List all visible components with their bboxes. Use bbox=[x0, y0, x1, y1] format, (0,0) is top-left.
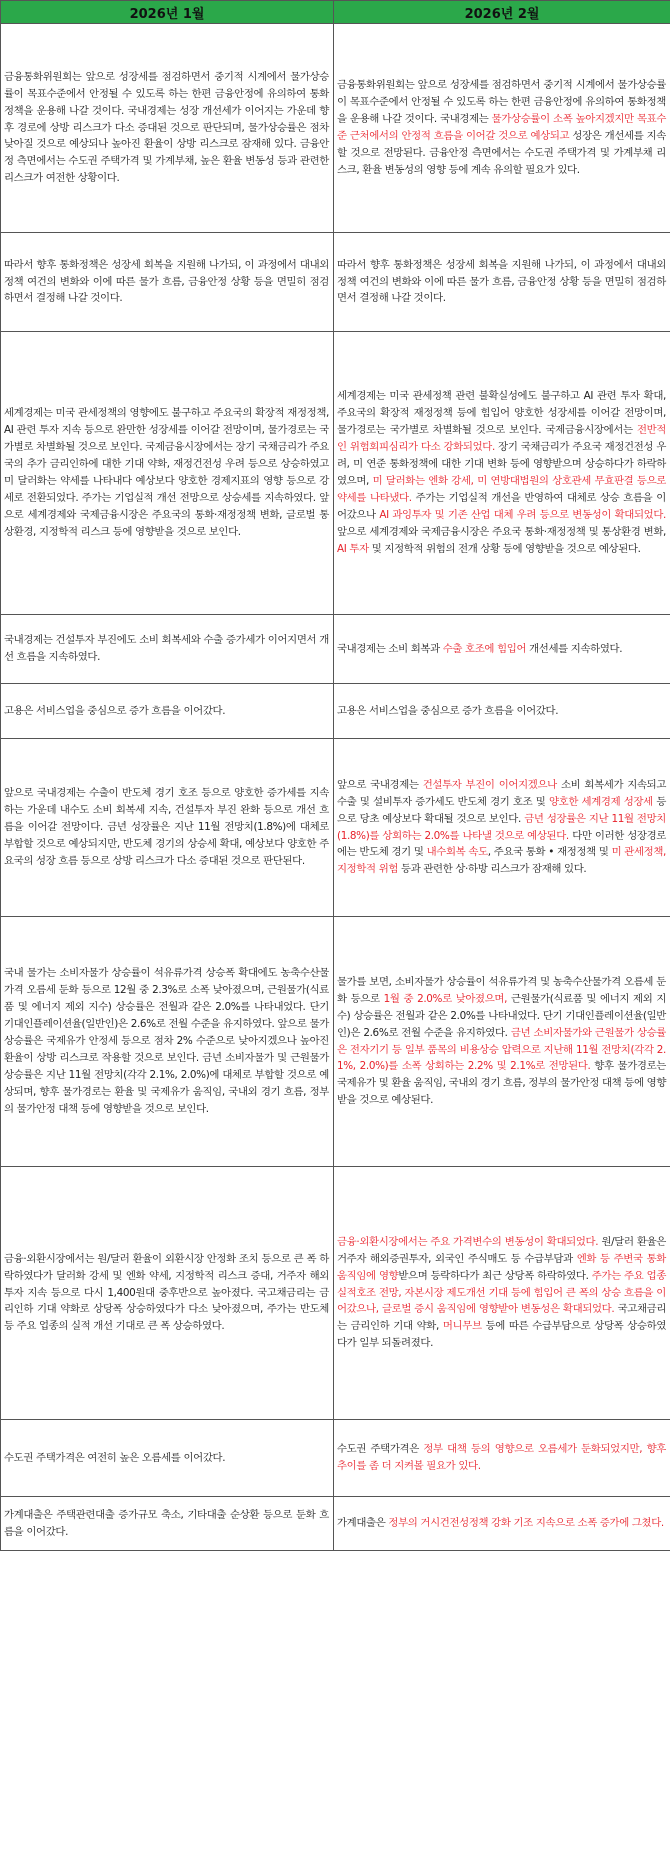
cell-february bbox=[334, 739, 670, 917]
cell-paragraph bbox=[4, 1450, 329, 1467]
table-row bbox=[1, 233, 670, 332]
text-segment: 앞으로 국내경제는 bbox=[337, 778, 423, 791]
changed-text: 전반적인 위험회피심리가 다소 강화되었다. bbox=[337, 424, 666, 454]
cell-paragraph bbox=[337, 388, 666, 557]
table-row bbox=[1, 24, 670, 233]
cell-february bbox=[334, 24, 670, 233]
changed-text: 금년 소비자물가와 근원물가 상승률은 전자기기 등 일부 품목의 비용상승 압력으로 지난해 11월 전망치(각각 2.1%, 2.0%)를 소폭 상회하는 2.2% 및 2.1%로 전망된다. bbox=[337, 1026, 666, 1073]
text-segment: 세계경제는 미국 관세정책 관련 불확실성에도 불구하고 AI 관련 투자 확대, 주요국의 확장적 재정정책 등에 힘입어 양호한 성장세를 이어갈 전망이며, 물가경로는 국가별로 차별화될 것으로 보인다. 국제금융시장에서는 bbox=[337, 390, 666, 437]
text-segment: 앞으로 세계경제와 국제금융시장은 주요국 통화·재정정책 및 통상환경 변화, bbox=[337, 525, 666, 538]
text-segment: 근원물가(식료품 및 에너지 제외 지수) 상승률은 전월과 같은 2.0%를 나타내었다. 단기 기대인플레이션율(일반인)은 2.6%로 전월 수준을 유지하였다. bbox=[337, 992, 667, 1039]
cell-february bbox=[334, 1420, 670, 1497]
changed-text: 금융·외환시장에서는 주요 가격변수의 변동성이 확대되었다. bbox=[337, 1235, 599, 1248]
cell-february bbox=[334, 332, 670, 615]
table-row bbox=[1, 1167, 670, 1420]
cell-january bbox=[1, 684, 334, 739]
cell-february bbox=[334, 917, 670, 1167]
cell-paragraph bbox=[337, 1234, 666, 1352]
table-row bbox=[1, 332, 670, 615]
cell-paragraph bbox=[337, 257, 666, 308]
cell-january bbox=[1, 1167, 334, 1420]
changed-text: 수출 호조에 힘입어 bbox=[442, 642, 527, 655]
text-segment: 가계대출은 bbox=[337, 1517, 389, 1530]
cell-january bbox=[1, 615, 334, 684]
table-row bbox=[1, 615, 670, 684]
cell-paragraph bbox=[4, 703, 329, 720]
text-segment: 소비 회복세가 지속되고 수출 및 설비투자 증가세도 반도체 경기 호조 및 bbox=[337, 778, 667, 808]
cell-paragraph bbox=[337, 777, 666, 878]
cell-january bbox=[1, 917, 334, 1167]
text-segment: 등으로 당초 예상보다 확대될 것으로 보인다. bbox=[337, 795, 667, 825]
text-segment: 금융통화위원회는 앞으로 성장세를 점검하면서 중기적 시계에서 물가상승률이 목표수준에서 안정될 수 있도록 하는 한편 금융안정에 유의하여 통화정책을 운용해 나갈 것이다. 국내경제는 bbox=[337, 79, 666, 126]
text-segment: 원/달러 환율은 거주자 해외증권투자, 외국인 주식매도 등 수급부담과 bbox=[337, 1235, 666, 1265]
changed-text: 미 달러화는 엔화 강세, 미 연방대법원의 상호관세 무효판결 등으로 약세를 나타냈다. bbox=[337, 475, 666, 504]
text-segment: 따라서 향후 통화정책은 성장세 회복을 지원해 나가되, 이 과정에서 대내외 정책 여건의 변화와 이에 따른 물가 흐름, 금융안정 상황 등을 면밀히 점검하면서 결정해 나갈 것이다. bbox=[4, 258, 329, 305]
text-segment: 수도권 주택가격은 여전히 높은 오름세를 이어갔다. bbox=[4, 1451, 226, 1464]
changed-text: 정부 대책 등의 영향으로 오름세가 둔화되었지만, 향후 추이를 좀 더 지켜볼 필요가 있다. bbox=[337, 1443, 666, 1472]
changed-text: 금년 성장률은 지난 11월 전망치(1.8%)를 상회하는 2.0%를 나타낼 것으로 예상된다. bbox=[337, 812, 666, 842]
header-january: 2026년 1월 bbox=[1, 1, 334, 24]
header-row bbox=[1, 1, 670, 24]
cell-paragraph bbox=[337, 77, 666, 178]
cell-paragraph bbox=[4, 1251, 329, 1336]
changed-text: 주가는 주요 업종 실적호조 전망, 자본시장 제도개선 기대 등에 힘입어 큰 폭의 상승 흐름을 이어갔으나, 글로벌 증시 움직임에 영향받아 변동성은 확대되었다. bbox=[337, 1269, 667, 1316]
table-row bbox=[1, 1420, 670, 1497]
text-segment: 다만 이러한 성장경로에는 반도체 경기 및 bbox=[337, 829, 666, 859]
text-segment: , 주요국 통화 • 재정정책 및 bbox=[487, 846, 612, 859]
text-segment: 금융통화위원회는 앞으로 성장세를 점검하면서 중기적 시계에서 물가상승률이 목표수준에서 안정될 수 있도록 하는 한편 금융안정에 유의하여 통화정책을 운용해 나갈 것이다. 국내경제는 성장 개선세가 이어지는 가운데 향후 경로에 상방 리스크가 다소 증대된 것으로 판단되며, 물가상승률은 점차 낮아질 것으로 예상되나 높아진 환율이 상방 리스크로 잠재해 있다. 금융안정 측면에서는 수도권 주택가격 및 가계부채, 높은 환율 변동성 등과 관련한 리스크가 여전한 상황이다. bbox=[4, 70, 329, 185]
text-segment: 세계경제는 미국 관세정책의 영향에도 불구하고 주요국의 확장적 재정정책, AI 관련 투자 지속 등으로 완만한 성장세를 이어갈 전망이며, 물가경로는 국가별로 차별화될 것으로 보인다. 국제금융시장에서는 장기 국채금리가 주요국의 추가 금리인하에 대한 기대 약화, 재정건전성 우려 등으로 상승하였고 미 달러화는 약세를 나타내다 예상보다 양호한 경제지표의 영향 등으로 강세로 전환되었다. 주가는 기업실적 개선 전망으로 상승세를 지속하였다. 앞으로 세계경제와 국제금융시장은 주요국의 통화·재정정책 변화, 글로벌 통상환경, 지정학적 리스크 등에 영향받을 것으로 보인다. bbox=[4, 407, 329, 538]
cell-february bbox=[334, 1497, 670, 1551]
cell-paragraph bbox=[4, 405, 329, 540]
cell-paragraph bbox=[337, 641, 666, 658]
cell-paragraph bbox=[4, 257, 329, 308]
cell-paragraph bbox=[337, 1441, 666, 1475]
cell-february bbox=[334, 1167, 670, 1420]
changed-text: 물가상승률이 소폭 높아지겠지만 목표수준 근처에서의 안정적 흐름을 이어갈 것으로 예상되고 bbox=[337, 113, 667, 142]
header-february: 2026년 2월 bbox=[334, 1, 670, 24]
text-segment: 수도권 주택가격은 bbox=[337, 1443, 424, 1456]
text-segment: 주가는 기업실적 개선을 반영하여 대체로 상승 흐름을 이어갔으나 bbox=[337, 491, 666, 521]
text-segment: 등에 따른 수급부담으로 상당폭 상승하였다가 일부 되돌려졌다. bbox=[337, 1320, 667, 1350]
changed-text: 정부의 거시건전성정책 강화 기조 지속으로 소폭 증가에 그쳤다. bbox=[388, 1517, 664, 1530]
text-segment: 물가를 보면, 소비자물가 상승률이 석유류가격 및 농축수산물가격 오름세 둔화 등으로 bbox=[337, 975, 666, 1005]
text-segment: 국고채금리는 금리인하 기대 약화, bbox=[337, 1303, 667, 1333]
text-segment: 개선세를 지속하였다. bbox=[526, 642, 623, 655]
text-segment: 국내경제는 건설투자 부진에도 소비 회복세와 수출 증가세가 이어지면서 개선 흐름을 지속하였다. bbox=[4, 634, 329, 663]
changed-text: 미 관세정책, 지정학적 위험 bbox=[337, 846, 666, 876]
cell-january bbox=[1, 233, 334, 332]
cell-february bbox=[334, 684, 670, 739]
changed-text: AI 투자 bbox=[337, 542, 369, 555]
text-segment: 향후 물가경로는 국제유가 및 환율 움직임, 국내외 경기 흐름, 정부의 물가안정 대책 등에 영향받을 것으로 예상된다. bbox=[337, 1060, 667, 1107]
cell-paragraph bbox=[4, 965, 329, 1117]
text-segment: 고용은 서비스업을 중심으로 증가 흐름을 이어갔다. bbox=[4, 704, 226, 717]
changed-text: 엔화 등 주변국 통화 움직임에 영향 bbox=[337, 1252, 666, 1282]
cell-january bbox=[1, 1497, 334, 1551]
cell-february bbox=[334, 615, 670, 684]
cell-january bbox=[1, 332, 334, 615]
cell-paragraph bbox=[4, 632, 329, 666]
table-row bbox=[1, 917, 670, 1167]
cell-paragraph bbox=[337, 1515, 666, 1532]
changed-text: AI 과잉투자 및 기존 산업 대체 우려 등으로 변동성이 확대되었다. bbox=[379, 508, 667, 521]
table-row bbox=[1, 684, 670, 739]
cell-january bbox=[1, 739, 334, 917]
changed-text: 1월 중 2.0%로 낮아졌으며, bbox=[383, 992, 508, 1005]
text-segment: 국내 물가는 소비자물가 상승률이 석유류가격 상승폭 확대에도 농축수산물가격 오름세 둔화 등으로 12월 중 2.3%로 소폭 낮아졌으며, 근원물가(식료품 및 에너지 제외 지수) 상승률은 전월과 같은 2.0%를 나타내었다. 단기 기대인플레이션율(일반인)은 2.6%로 전월 수준을 유지하였다. 앞으로 물가상승률은 국제유가 안정세 등으로 점차 2% 수준으로 낮아지겠으나 높아진 환율이 상방 리스크로 작용할 것으로 보인다. 금년 소비자물가 및 근원물가 상승률은 지난 11월 전망치(각각 2.1%, 2.0%)에 대체로 부합할 것으로 예상되며, 향후 물가경로는 환율 및 국제유가 움직임, 국내외 경기 흐름, 정부의 물가안정 대책 등에 영향받을 것으로 보인다. bbox=[4, 967, 329, 1115]
text-segment: 등과 관련한 상·하방 리스크가 잠재해 있다. bbox=[398, 863, 587, 876]
changed-text: 머니무브 bbox=[442, 1320, 482, 1333]
text-segment: 및 지정학적 위험의 전개 상황 등에 영향받을 것으로 예상된다. bbox=[368, 542, 641, 555]
cell-january bbox=[1, 24, 334, 233]
table-row bbox=[1, 739, 670, 917]
cell-february bbox=[334, 233, 670, 332]
cell-paragraph bbox=[337, 974, 666, 1109]
text-segment: 고용은 서비스업을 중심으로 증가 흐름을 이어갔다. bbox=[337, 704, 559, 717]
text-segment: 국내경제는 소비 회복과 bbox=[337, 642, 443, 655]
changed-text: 건설투자 부진이 이어지겠으나 bbox=[422, 778, 557, 791]
changed-text: 양호한 세계경제 성장세 bbox=[548, 795, 653, 808]
cell-paragraph bbox=[4, 785, 329, 870]
cell-paragraph bbox=[337, 703, 666, 720]
changed-text: 내수회복 속도 bbox=[426, 846, 488, 859]
cell-january bbox=[1, 1420, 334, 1497]
text-segment: 장기 국채금리가 주요국 재정건전성 우려, 미 연준 통화정책에 대한 기대 변화 등에 영향받으며 상승하다가 하락하였으며, bbox=[337, 441, 667, 487]
text-segment: 따라서 향후 통화정책은 성장세 회복을 지원해 나가되, 이 과정에서 대내외 정책 여건의 변화와 이에 따른 물가 흐름, 금융안정 상황 등을 면밀히 점검하면서 결정해 나갈 것이다. bbox=[337, 258, 666, 305]
cell-paragraph bbox=[4, 1507, 329, 1541]
text-segment: 앞으로 국내경제는 수출이 반도체 경기 호조 등으로 양호한 증가세를 지속하는 가운데 내수도 소비 회복세 지속, 건설투자 부진 완화 등으로 개선 흐름을 이어갈 전망이다. 금년 성장률은 지난 11월 전망치(1.8%)에 대체로 부합할 것으로 예상되지만, 반도체 경기의 상승세 확대, 예상보다 양호한 주요국의 성장 흐름 등으로 상방 리스크가 다소 증대된 것으로 판단된다. bbox=[4, 787, 329, 867]
text-segment: 가계대출은 주택관련대출 증가규모 축소, 기타대출 순상환 등으로 둔화 흐름을 이어갔다. bbox=[4, 1508, 329, 1538]
text-segment: 금융·외환시장에서는 원/달러 환율이 외환시장 안정화 조치 등으로 큰 폭 하락하였다가 달러화 강세 및 엔화 약세, 지정학적 리스크 증대, 거주자 해외투자 지속 등으로 다시 1,400원대 중후반으로 높아졌다. 국고채금리는 금리인하 기대 약화로 상당폭 상승하였다가 다소 낮아졌으며, 주가는 반도체 등 주요 업종의 실적 개선 기대로 큰 폭 상승하였다. bbox=[4, 1252, 329, 1333]
text-segment: 받으며 등락하다가 최근 상당폭 하락하였다. bbox=[398, 1269, 592, 1282]
text-segment: 성장은 개선세를 지속할 것으로 전망된다. 금융안정 측면에서는 수도권 주택가격 및 가계부채 리스크, 환율 변동성의 영향 등에 계속 유의할 필요가 있다. bbox=[337, 130, 666, 176]
table-row bbox=[1, 1497, 670, 1551]
cell-paragraph bbox=[4, 69, 329, 187]
